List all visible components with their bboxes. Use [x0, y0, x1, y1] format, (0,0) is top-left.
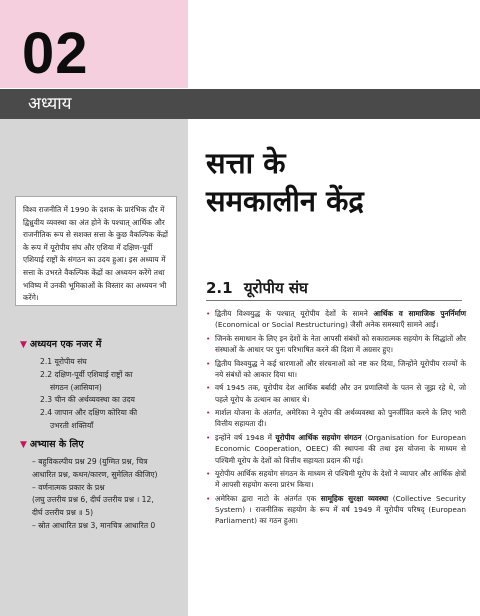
overview-heading: ▼ अध्ययन एक नजर में	[20, 339, 102, 350]
chapter-label: अध्याय	[28, 94, 72, 114]
list-item: 2.4 जापान और दक्षिण कोरिया की	[40, 408, 138, 418]
triangle-down-icon: ▼	[20, 340, 27, 350]
list-item: संगठन (आसियान)	[50, 382, 102, 392]
bullet-item: • इन्होंने वर्ष 1948 में यूरोपीय आर्थिक सहयोग संगठन (Organisation for European Economic Cooperation, OEEC) की स्थापना की तथा इस योजना के माध्यम से पश्चिमी यूरोप के देशों को वित्तीय सहायता प्रदान की गई।	[206, 432, 466, 466]
bullet-item: • द्वितीय विश्वयुद्ध ने कई धारणाओं और संरचनाओं को नष्ट कर दिया, जिन्होंने यूरोपीय राज्यों के नये संबंधों को आकार दिया था।	[206, 358, 466, 381]
bullet-item: • वर्ष 1945 तक, यूरोपीय देश आर्थिक बर्बादी और उन प्रणालियों के पतन से जूझ रहे थे, जो पहले यूरोप के उत्थान का आधार थे।	[206, 382, 466, 405]
list-item: आधारित प्रश्न, कथन/कारण, सुमेलित कीजिए)	[32, 469, 158, 479]
list-item: 2.1 यूरोपीय संघ	[40, 357, 87, 366]
list-item: 2.2 दक्षिण-पूर्वी एशियाई राष्ट्रों का	[40, 369, 133, 379]
page-title	[206, 144, 364, 220]
overview-section	[20, 338, 185, 433]
list-item: 2.3 चीन की अर्थव्यवस्था का उदय	[40, 395, 135, 405]
chapter-number: 02	[22, 21, 89, 86]
list-item: (लघु उत्तरीय प्रश्न 6, दीर्घ उत्तरीय प्रश्न । 12,	[32, 495, 154, 505]
list-item: – स्रोत आधारित प्रश्न 3, मानचित्र आधारित 0	[32, 520, 156, 530]
bullet-item: • द्वितीय विश्वयुद्ध के पश्चात् यूरोपीय देशों के सामने आर्थिक व सामाजिक पुनर्निर्माण (Economical or Social Restructuring) जैसी अनेक समस्याएँ सामने आईं।	[206, 308, 466, 331]
section-number: 2.1	[206, 279, 233, 297]
overview-list	[20, 356, 185, 433]
bullet-item: • जिनके समाधान के लिए इन देशों के नेता आपसी संबंधों को सकारात्मक सहयोग के सिद्धांतों और संस्थाओं के आधार पर पुनः परिभाषित करने की दिशा में अग्रसर हुए।	[206, 333, 466, 356]
section-heading	[206, 278, 308, 298]
list-item: – वर्णनात्मक प्रकार के प्रश्न	[32, 482, 105, 492]
bullet-item: • अमेरिका द्वारा नाटो के अंतर्गत एक सामूहिक सुरक्षा व्यवस्था (Collective Security System) । राजनीतिक सहयोग के रूप में वर्ष 1949 में यूरोपीय परिषद् (European Parliament) का गठन हुआ।	[206, 493, 466, 527]
chapter-bar	[0, 89, 480, 119]
practice-list	[20, 456, 185, 533]
practice-heading: ▼ अभ्यास के लिए	[20, 439, 84, 450]
list-item: – बहुविकल्पीय प्रश्न 29 (युग्मित प्रश्न, चित्र	[32, 457, 148, 466]
practice-section	[20, 438, 185, 533]
bullet-item: • यूरोपीय आर्थिक सहयोग संगठन के माध्यम से पश्चिमी यूरोप के देशों ने व्यापार और आर्थिक क्षेत्रों में आपसी सहयोग करना प्रारंभ किया।	[206, 468, 466, 491]
bullet-item: • मार्शल योजना के अंतर्गत, अमेरिका ने यूरोप की अर्थव्यवस्था को पुनर्जीवित करने के लिए भारी वित्तीय सहायता दी।	[206, 407, 466, 430]
bullet-list	[206, 308, 466, 529]
intro-text: विश्व राजनीति में 1990 के दशक के प्रारंभिक दौर में द्विध्रुवीय व्यवस्था का अंत होने के पश्चात् आर्थिक और राजनीतिक रूप से सशक्त सत्ता के कुछ वैकल्पिक केंद्रों के रूप में यूरोपीय संघ और एशिया में दक्षिण-पूर्वी एशियाई राष्ट्रों के संगठन का उदय हुआ। इस अध्याय में सत्ता के उभरते वैकल्पिक केंद्रों का अध्ययन करेंगे तथा भविष्य में उनकी भूमिकाओं के विस्तार का अध्ययन भी करेंगे।	[23, 205, 168, 303]
section-divider	[206, 300, 462, 301]
triangle-down-icon: ▼	[20, 440, 27, 450]
title-line-2: समकालीन केंद्र	[206, 184, 364, 218]
title-line-1: सत्ता के	[206, 146, 286, 180]
list-item: दीर्घ उत्तरीय प्रश्न ॥ 5)	[32, 508, 94, 518]
section-title: यूरोपीय संघ	[243, 279, 308, 297]
list-item: उभरती शक्तियाँ	[50, 420, 94, 430]
